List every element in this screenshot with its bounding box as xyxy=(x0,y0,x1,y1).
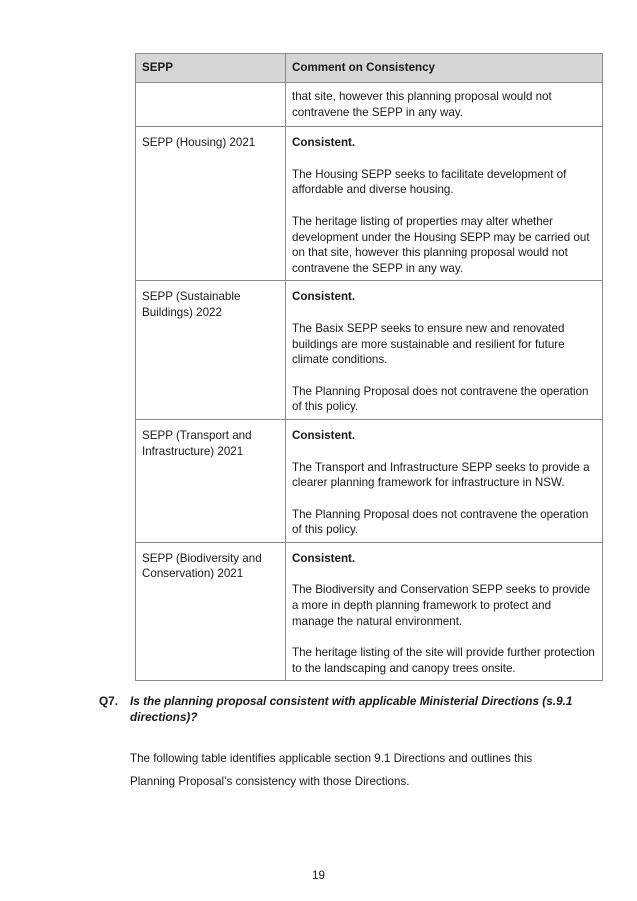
sepp-consistency-table xyxy=(135,53,603,681)
comment-paragraph: that site, however this planning proposal would not contravene the SEPP in any way. xyxy=(292,90,552,119)
consistency-status: Consistent. xyxy=(292,551,356,565)
comment-paragraph: The Transport and Infrastructure SEPP seeks to provide a clearer planning framework for infrastructure in NSW. xyxy=(292,460,590,490)
comment-paragraph: The Basix SEPP seeks to ensure new and renovated buildings are more sustainable and resilient for future climate conditions. xyxy=(292,321,565,367)
table-header-row xyxy=(136,54,603,83)
table-row-biodiversity-conservation xyxy=(136,542,603,681)
page-number: 19 xyxy=(312,869,325,882)
comment-cell xyxy=(286,83,603,127)
header-sepp: SEPP xyxy=(136,54,286,83)
body-paragraph-line: The following table identifies applicable section 9.1 Directions and outlines this xyxy=(130,752,533,765)
comment-paragraph: The heritage listing of properties may alter whether development under the Housing SEPP may be carried out on that site, however this planning proposal would not contravene the SEPP in any way. xyxy=(292,214,590,275)
table-row-housing xyxy=(136,127,603,281)
sepp-name-cell: SEPP (Transport and Infrastructure) 2021 xyxy=(136,419,286,542)
table-row-continuation xyxy=(136,83,603,127)
sepp-name-cell: SEPP (Biodiversity and Conservation) 2021 xyxy=(136,542,286,681)
table-row-sustainable-buildings xyxy=(136,281,603,420)
header-comment: Comment on Consistency xyxy=(286,54,603,83)
comment-paragraph: The Planning Proposal does not contravene the operation of this policy. xyxy=(292,384,589,414)
comment-cell xyxy=(286,419,603,542)
comment-paragraph: The Planning Proposal does not contravene the operation of this policy. xyxy=(292,507,589,537)
consistency-status: Consistent. xyxy=(292,290,356,304)
consistency-status: Consistent. xyxy=(292,136,356,150)
comment-cell xyxy=(286,127,603,281)
comment-paragraph: The Biodiversity and Conservation SEPP seeks to provide a more in depth planning framework to protect and manage the natural environment. xyxy=(292,583,591,628)
body-paragraph-line: Planning Proposal’s consistency with those Directions. xyxy=(130,775,410,788)
comment-cell xyxy=(286,542,603,681)
table-row-transport-infrastructure xyxy=(136,419,603,542)
consistency-status: Consistent. xyxy=(292,428,356,442)
sepp-name-cell: SEPP (Housing) 2021 xyxy=(136,127,286,281)
sepp-name-cell: SEPP (Sustainable Buildings) 2022 xyxy=(136,281,286,420)
question-number: Q7. xyxy=(99,694,119,708)
comment-paragraph: The heritage listing of the site will provide further protection to the landscaping and canopy trees onsite. xyxy=(292,646,595,675)
comment-cell xyxy=(286,281,603,420)
question-text: Is the planning proposal consistent with applicable Ministerial Directions (s.9.1 directions)? xyxy=(130,694,573,724)
sepp-name-cell xyxy=(136,83,286,127)
comment-paragraph: The Housing SEPP seeks to facilitate development of affordable and diverse housing. xyxy=(292,167,567,197)
